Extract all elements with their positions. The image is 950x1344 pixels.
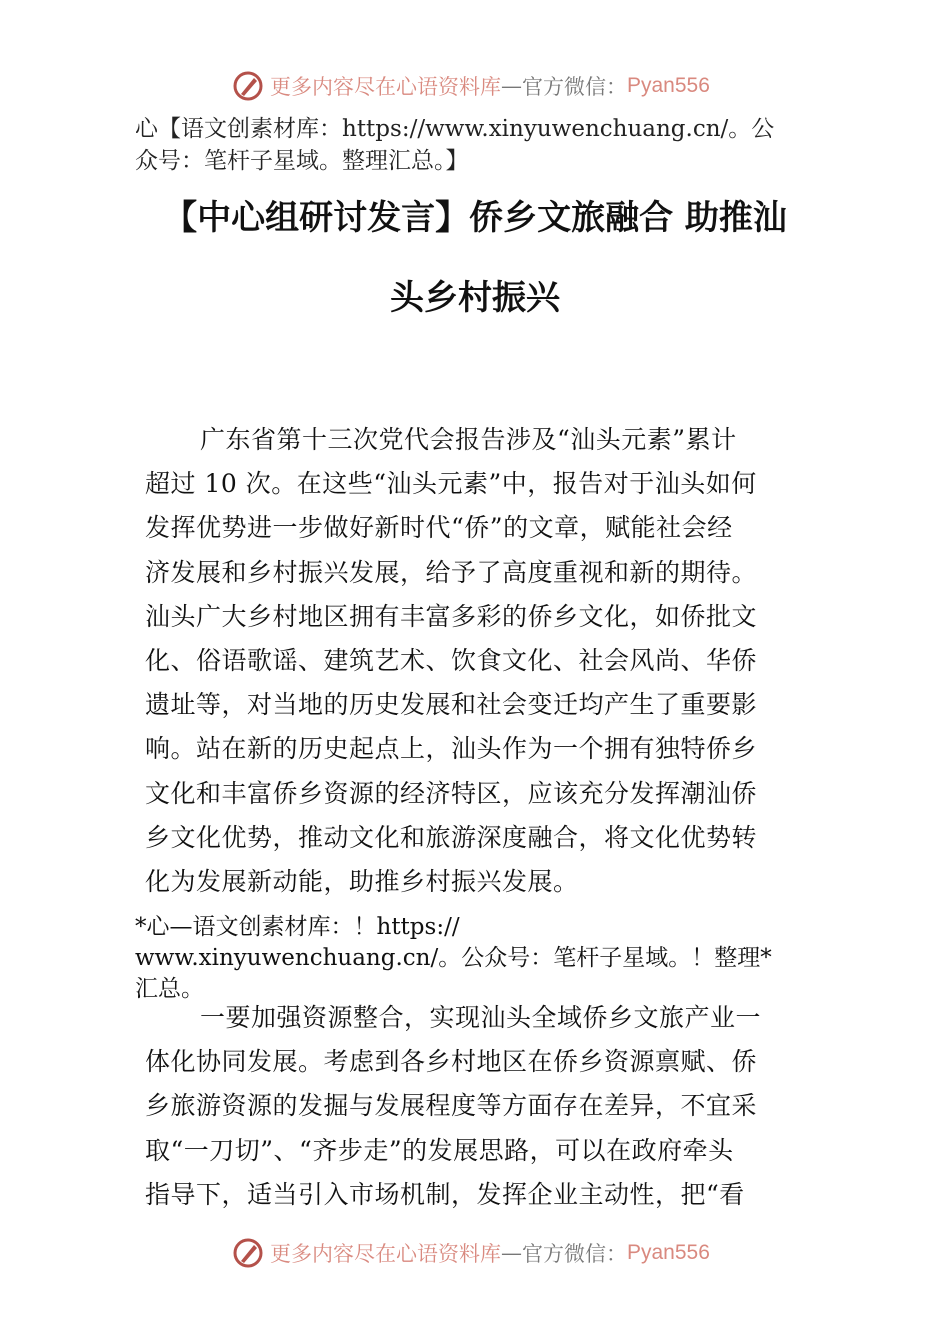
title-line-1: 【中心组研讨发言】侨乡文旅融合 助推汕 (163, 198, 787, 238)
paragraph_2-line: 指导下，适当引入市场机制，发挥企业主动性，把“看 (145, 1179, 745, 1209)
source-line-1: 心【语文创素材库：https://www.xinyuwenchuang.cn/。公 (135, 116, 775, 142)
paragraph_1-line: 乡文化优势，推动文化和旅游深度融合，将文化优势转 (145, 822, 758, 852)
pen-logo-icon (232, 1237, 264, 1269)
paragraph_1-line: 化为发展新动能，助推乡村振兴发展。 (145, 867, 579, 896)
title-line-2: 头乡村振兴 (390, 278, 560, 318)
paragraph_1-line: 济发展和乡村振兴发展，给予了高度重视和新的期待。 (145, 557, 758, 587)
paragraph_1-line: 响。站在新的历史起点上，汕头作为一个拥有独特侨乡 (145, 734, 758, 764)
paragraph_1-line: 化、俗语歌谣、建筑艺术、饮食文化、社会风尚、华侨 (145, 646, 758, 675)
paragraph_1-line: 遗址等，对当地的历史发展和社会变迁均产生了重要影 (145, 690, 758, 720)
watermark-brand: 更多内容尽在心语资料库 (270, 1242, 501, 1266)
watermark-label: 官方微信： (522, 1242, 627, 1266)
watermark-dash: — (501, 74, 522, 98)
paragraph_1-line: 超过 10 次。在这些“汕头元素”中，报告对于汕头如何 (145, 469, 757, 499)
paragraph_1-line: 文化和丰富侨乡资源的经济特区，应该充分发挥潮汕侨 (145, 778, 758, 808)
watermark-brand: 更多内容尽在心语资料库 (270, 75, 501, 99)
paragraph_2-line: 乡旅游资源的发掘与发展程度等方面存在差异，不宜采 (145, 1091, 758, 1121)
paragraph_1-line: 发挥优势进一步做好新时代“侨”的文章，赋能社会经 (145, 513, 733, 543)
footer-watermark (232, 1233, 710, 1273)
paragraph_2-line: 体化协同发展。考虑到各乡村地区在侨乡资源禀赋、侨 (145, 1047, 758, 1077)
watermark-dash: — (501, 1241, 522, 1265)
note-line: *心—语文创素材库：！https:// (135, 914, 460, 940)
header-watermark (232, 66, 710, 106)
watermark-id: Pyan556 (627, 74, 710, 97)
watermark-id: Pyan556 (627, 1241, 710, 1264)
watermark-label: 官方微信： (522, 75, 627, 99)
source-line-2: 众号：笔杆子星域。整理汇总。】 (135, 148, 469, 174)
paragraph_2-line: 一要加强资源整合，实现汕头全域侨乡文旅产业一 (200, 1003, 762, 1032)
paragraph_1-line: 汕头广大乡村地区拥有丰富多彩的侨乡文化，如侨批文 (145, 601, 758, 631)
note-line: www.xinyuwenchuang.cn/。公众号：笔杆子星域。！整理* (135, 945, 772, 971)
paragraph_2-line: 取“一刀切”、“齐步走”的发展思路，可以在政府牵头 (145, 1135, 734, 1165)
paragraph_1-line: 广东省第十三次党代会报告涉及“汕头元素”累计 (200, 425, 737, 454)
note-line: 汇总。 (135, 976, 204, 1002)
pen-logo-icon (232, 70, 264, 102)
